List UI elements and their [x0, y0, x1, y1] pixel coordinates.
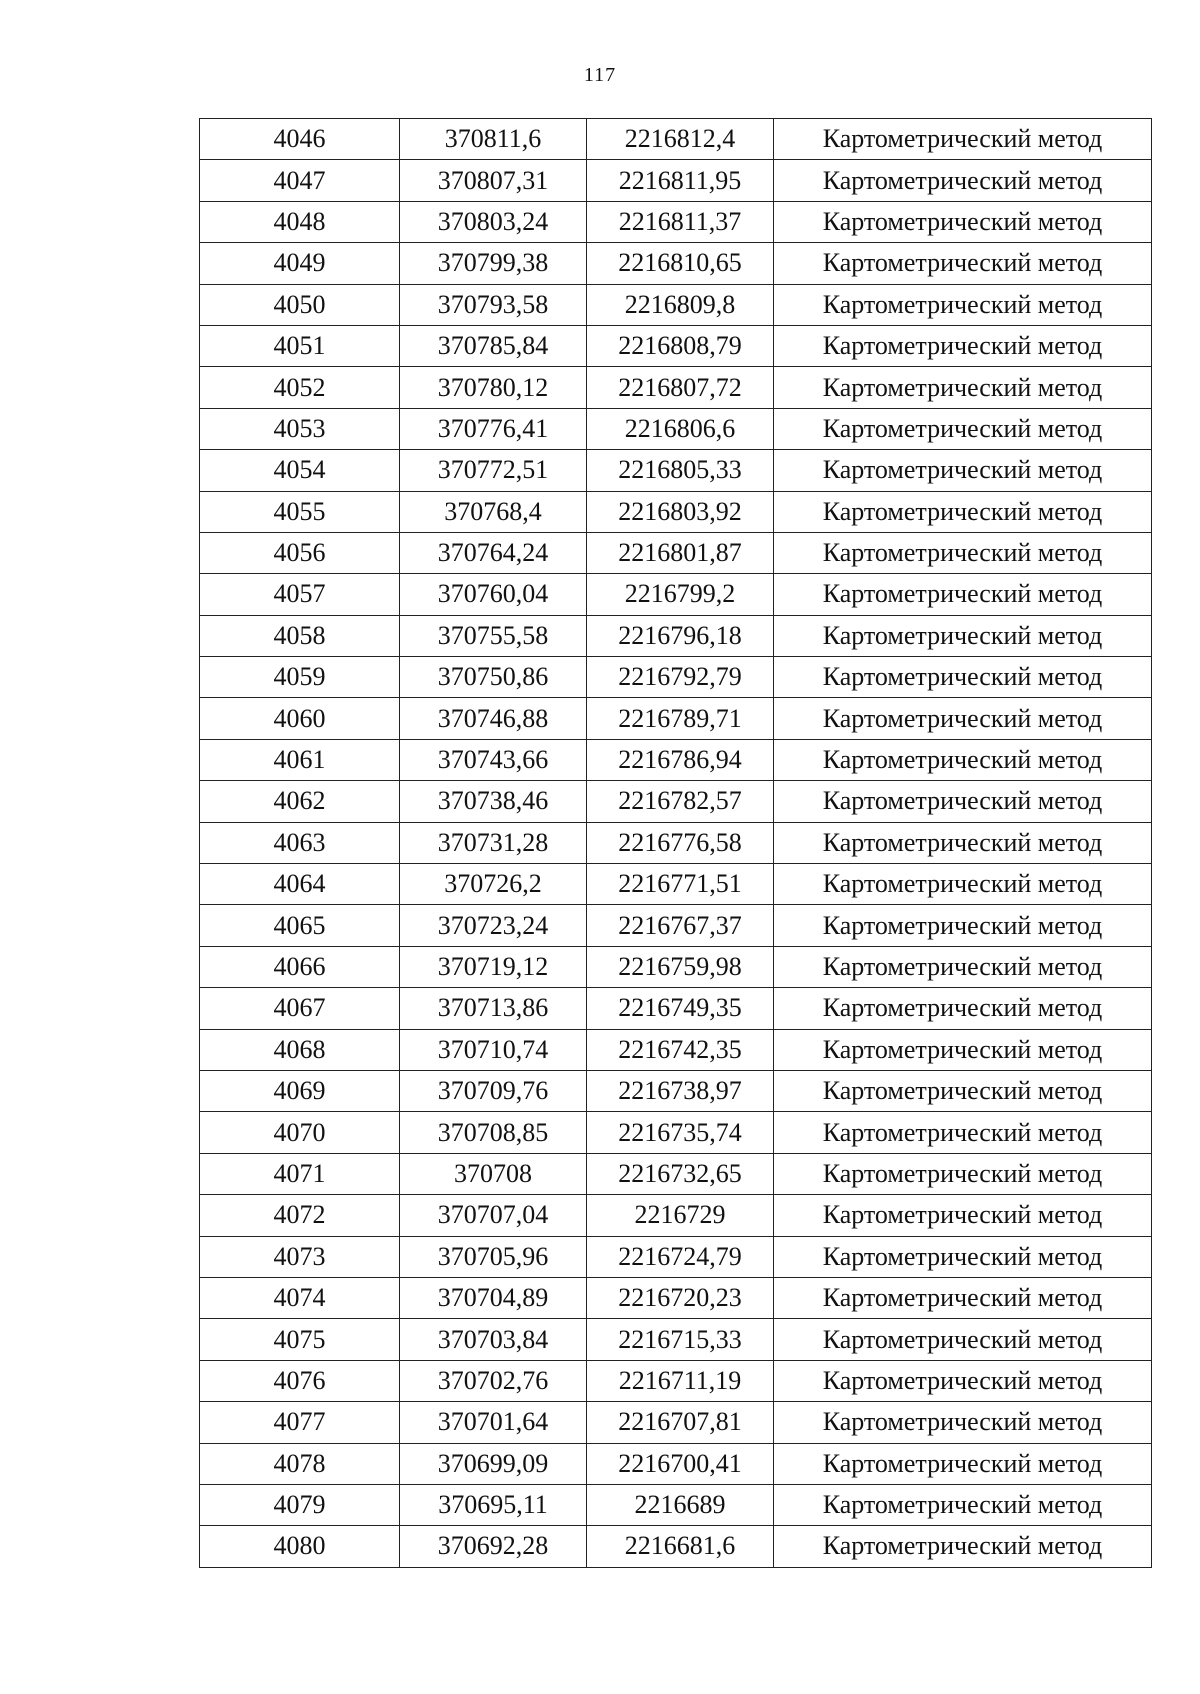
point-number-cell: 4050	[200, 284, 400, 325]
y-coordinate-cell: 2216812,4	[587, 119, 774, 160]
x-coordinate-cell: 370755,58	[400, 615, 587, 656]
y-coordinate-cell: 2216782,57	[587, 781, 774, 822]
table-row	[200, 532, 1152, 573]
method-cell: Картометрический метод	[774, 1195, 1152, 1236]
point-number-cell: 4067	[200, 988, 400, 1029]
table-row	[200, 1526, 1152, 1567]
method-cell: Картометрический метод	[774, 1236, 1152, 1277]
point-number-cell: 4064	[200, 864, 400, 905]
point-number-cell: 4058	[200, 615, 400, 656]
method-cell: Картометрический метод	[774, 1319, 1152, 1360]
point-number-cell: 4079	[200, 1484, 400, 1525]
point-number-cell: 4062	[200, 781, 400, 822]
table-row	[200, 408, 1152, 449]
method-cell: Картометрический метод	[774, 781, 1152, 822]
coordinates-table	[199, 118, 1152, 1568]
point-number-cell: 4046	[200, 119, 400, 160]
table-row	[200, 243, 1152, 284]
point-number-cell: 4047	[200, 160, 400, 201]
x-coordinate-cell: 370811,6	[400, 119, 587, 160]
point-number-cell: 4075	[200, 1319, 400, 1360]
x-coordinate-cell: 370799,38	[400, 243, 587, 284]
table-row	[200, 1484, 1152, 1525]
y-coordinate-cell: 2216681,6	[587, 1526, 774, 1567]
x-coordinate-cell: 370695,11	[400, 1484, 587, 1525]
y-coordinate-cell: 2216711,19	[587, 1360, 774, 1401]
x-coordinate-cell: 370738,46	[400, 781, 587, 822]
method-cell: Картометрический метод	[774, 615, 1152, 656]
page-number: 117	[583, 64, 617, 86]
method-cell: Картометрический метод	[774, 946, 1152, 987]
point-number-cell: 4060	[200, 698, 400, 739]
y-coordinate-cell: 2216715,33	[587, 1319, 774, 1360]
table-row	[200, 1319, 1152, 1360]
y-coordinate-cell: 2216786,94	[587, 739, 774, 780]
y-coordinate-cell: 2216801,87	[587, 532, 774, 573]
y-coordinate-cell: 2216767,37	[587, 905, 774, 946]
method-cell: Картометрический метод	[774, 450, 1152, 491]
table-row	[200, 1195, 1152, 1236]
y-coordinate-cell: 2216735,74	[587, 1112, 774, 1153]
y-coordinate-cell: 2216806,6	[587, 408, 774, 449]
point-number-cell: 4068	[200, 1029, 400, 1070]
x-coordinate-cell: 370703,84	[400, 1319, 587, 1360]
point-number-cell: 4066	[200, 946, 400, 987]
table-row	[200, 905, 1152, 946]
x-coordinate-cell: 370707,04	[400, 1195, 587, 1236]
x-coordinate-cell: 370713,86	[400, 988, 587, 1029]
table-row	[200, 822, 1152, 863]
x-coordinate-cell: 370743,66	[400, 739, 587, 780]
x-coordinate-cell: 370746,88	[400, 698, 587, 739]
point-number-cell: 4069	[200, 1070, 400, 1111]
point-number-cell: 4076	[200, 1360, 400, 1401]
table-row	[200, 615, 1152, 656]
x-coordinate-cell: 370760,04	[400, 574, 587, 615]
method-cell: Картометрический метод	[774, 905, 1152, 946]
method-cell: Картометрический метод	[774, 698, 1152, 739]
table-row	[200, 739, 1152, 780]
x-coordinate-cell: 370803,24	[400, 201, 587, 242]
method-cell: Картометрический метод	[774, 657, 1152, 698]
method-cell: Картометрический метод	[774, 408, 1152, 449]
x-coordinate-cell: 370750,86	[400, 657, 587, 698]
x-coordinate-cell: 370702,76	[400, 1360, 587, 1401]
table-row	[200, 781, 1152, 822]
y-coordinate-cell: 2216796,18	[587, 615, 774, 656]
method-cell: Картометрический метод	[774, 1112, 1152, 1153]
y-coordinate-cell: 2216799,2	[587, 574, 774, 615]
table-row	[200, 698, 1152, 739]
method-cell: Картометрический метод	[774, 243, 1152, 284]
table-row	[200, 864, 1152, 905]
y-coordinate-cell: 2216689	[587, 1484, 774, 1525]
y-coordinate-cell: 2216809,8	[587, 284, 774, 325]
method-cell: Картометрический метод	[774, 822, 1152, 863]
x-coordinate-cell: 370772,51	[400, 450, 587, 491]
x-coordinate-cell: 370705,96	[400, 1236, 587, 1277]
x-coordinate-cell: 370764,24	[400, 532, 587, 573]
method-cell: Картометрический метод	[774, 1029, 1152, 1070]
point-number-cell: 4052	[200, 367, 400, 408]
y-coordinate-cell: 2216807,72	[587, 367, 774, 408]
y-coordinate-cell: 2216738,97	[587, 1070, 774, 1111]
table-row	[200, 201, 1152, 242]
point-number-cell: 4056	[200, 532, 400, 573]
method-cell: Картометрический метод	[774, 574, 1152, 615]
point-number-cell: 4074	[200, 1277, 400, 1318]
method-cell: Картометрический метод	[774, 739, 1152, 780]
y-coordinate-cell: 2216707,81	[587, 1402, 774, 1443]
method-cell: Картометрический метод	[774, 1360, 1152, 1401]
x-coordinate-cell: 370723,24	[400, 905, 587, 946]
y-coordinate-cell: 2216811,37	[587, 201, 774, 242]
table-row	[200, 367, 1152, 408]
y-coordinate-cell: 2216759,98	[587, 946, 774, 987]
y-coordinate-cell: 2216811,95	[587, 160, 774, 201]
method-cell: Картометрический метод	[774, 160, 1152, 201]
method-cell: Картометрический метод	[774, 325, 1152, 366]
method-cell: Картометрический метод	[774, 119, 1152, 160]
method-cell: Картометрический метод	[774, 1070, 1152, 1111]
table-row	[200, 1112, 1152, 1153]
table-row	[200, 988, 1152, 1029]
x-coordinate-cell: 370701,64	[400, 1402, 587, 1443]
x-coordinate-cell: 370708	[400, 1153, 587, 1194]
x-coordinate-cell: 370793,58	[400, 284, 587, 325]
point-number-cell: 4080	[200, 1526, 400, 1567]
method-cell: Картометрический метод	[774, 367, 1152, 408]
point-number-cell: 4055	[200, 491, 400, 532]
method-cell: Картометрический метод	[774, 1443, 1152, 1484]
table-row	[200, 657, 1152, 698]
table-body	[200, 119, 1152, 1568]
x-coordinate-cell: 370807,31	[400, 160, 587, 201]
table-row	[200, 1070, 1152, 1111]
point-number-cell: 4063	[200, 822, 400, 863]
method-cell: Картометрический метод	[774, 1526, 1152, 1567]
method-cell: Картометрический метод	[774, 1277, 1152, 1318]
table-row	[200, 160, 1152, 201]
table-row	[200, 450, 1152, 491]
point-number-cell: 4051	[200, 325, 400, 366]
point-number-cell: 4059	[200, 657, 400, 698]
point-number-cell: 4065	[200, 905, 400, 946]
method-cell: Картометрический метод	[774, 1402, 1152, 1443]
x-coordinate-cell: 370726,2	[400, 864, 587, 905]
x-coordinate-cell: 370719,12	[400, 946, 587, 987]
x-coordinate-cell: 370692,28	[400, 1526, 587, 1567]
table-row	[200, 1277, 1152, 1318]
y-coordinate-cell: 2216810,65	[587, 243, 774, 284]
table-row	[200, 119, 1152, 160]
x-coordinate-cell: 370699,09	[400, 1443, 587, 1484]
x-coordinate-cell: 370704,89	[400, 1277, 587, 1318]
table-row	[200, 491, 1152, 532]
x-coordinate-cell: 370709,76	[400, 1070, 587, 1111]
x-coordinate-cell: 370731,28	[400, 822, 587, 863]
method-cell: Картометрический метод	[774, 1153, 1152, 1194]
point-number-cell: 4070	[200, 1112, 400, 1153]
table-row	[200, 1029, 1152, 1070]
x-coordinate-cell: 370776,41	[400, 408, 587, 449]
point-number-cell: 4049	[200, 243, 400, 284]
y-coordinate-cell: 2216724,79	[587, 1236, 774, 1277]
y-coordinate-cell: 2216789,71	[587, 698, 774, 739]
point-number-cell: 4072	[200, 1195, 400, 1236]
table-row	[200, 1402, 1152, 1443]
y-coordinate-cell: 2216792,79	[587, 657, 774, 698]
table-row	[200, 574, 1152, 615]
y-coordinate-cell: 2216771,51	[587, 864, 774, 905]
y-coordinate-cell: 2216729	[587, 1195, 774, 1236]
y-coordinate-cell: 2216700,41	[587, 1443, 774, 1484]
table-row	[200, 325, 1152, 366]
method-cell: Картометрический метод	[774, 864, 1152, 905]
method-cell: Картометрический метод	[774, 1484, 1152, 1525]
point-number-cell: 4071	[200, 1153, 400, 1194]
point-number-cell: 4078	[200, 1443, 400, 1484]
x-coordinate-cell: 370768,4	[400, 491, 587, 532]
point-number-cell: 4073	[200, 1236, 400, 1277]
y-coordinate-cell: 2216803,92	[587, 491, 774, 532]
y-coordinate-cell: 2216742,35	[587, 1029, 774, 1070]
method-cell: Картометрический метод	[774, 988, 1152, 1029]
y-coordinate-cell: 2216805,33	[587, 450, 774, 491]
method-cell: Картометрический метод	[774, 532, 1152, 573]
x-coordinate-cell: 370780,12	[400, 367, 587, 408]
table-row	[200, 1360, 1152, 1401]
y-coordinate-cell: 2216749,35	[587, 988, 774, 1029]
table-row	[200, 284, 1152, 325]
method-cell: Картометрический метод	[774, 201, 1152, 242]
table-row	[200, 1236, 1152, 1277]
method-cell: Картометрический метод	[774, 491, 1152, 532]
y-coordinate-cell: 2216720,23	[587, 1277, 774, 1318]
table-row	[200, 1153, 1152, 1194]
y-coordinate-cell: 2216732,65	[587, 1153, 774, 1194]
point-number-cell: 4061	[200, 739, 400, 780]
y-coordinate-cell: 2216808,79	[587, 325, 774, 366]
point-number-cell: 4057	[200, 574, 400, 615]
x-coordinate-cell: 370708,85	[400, 1112, 587, 1153]
table-row	[200, 1443, 1152, 1484]
y-coordinate-cell: 2216776,58	[587, 822, 774, 863]
x-coordinate-cell: 370785,84	[400, 325, 587, 366]
point-number-cell: 4077	[200, 1402, 400, 1443]
x-coordinate-cell: 370710,74	[400, 1029, 587, 1070]
table-row	[200, 946, 1152, 987]
point-number-cell: 4054	[200, 450, 400, 491]
point-number-cell: 4053	[200, 408, 400, 449]
method-cell: Картометрический метод	[774, 284, 1152, 325]
point-number-cell: 4048	[200, 201, 400, 242]
